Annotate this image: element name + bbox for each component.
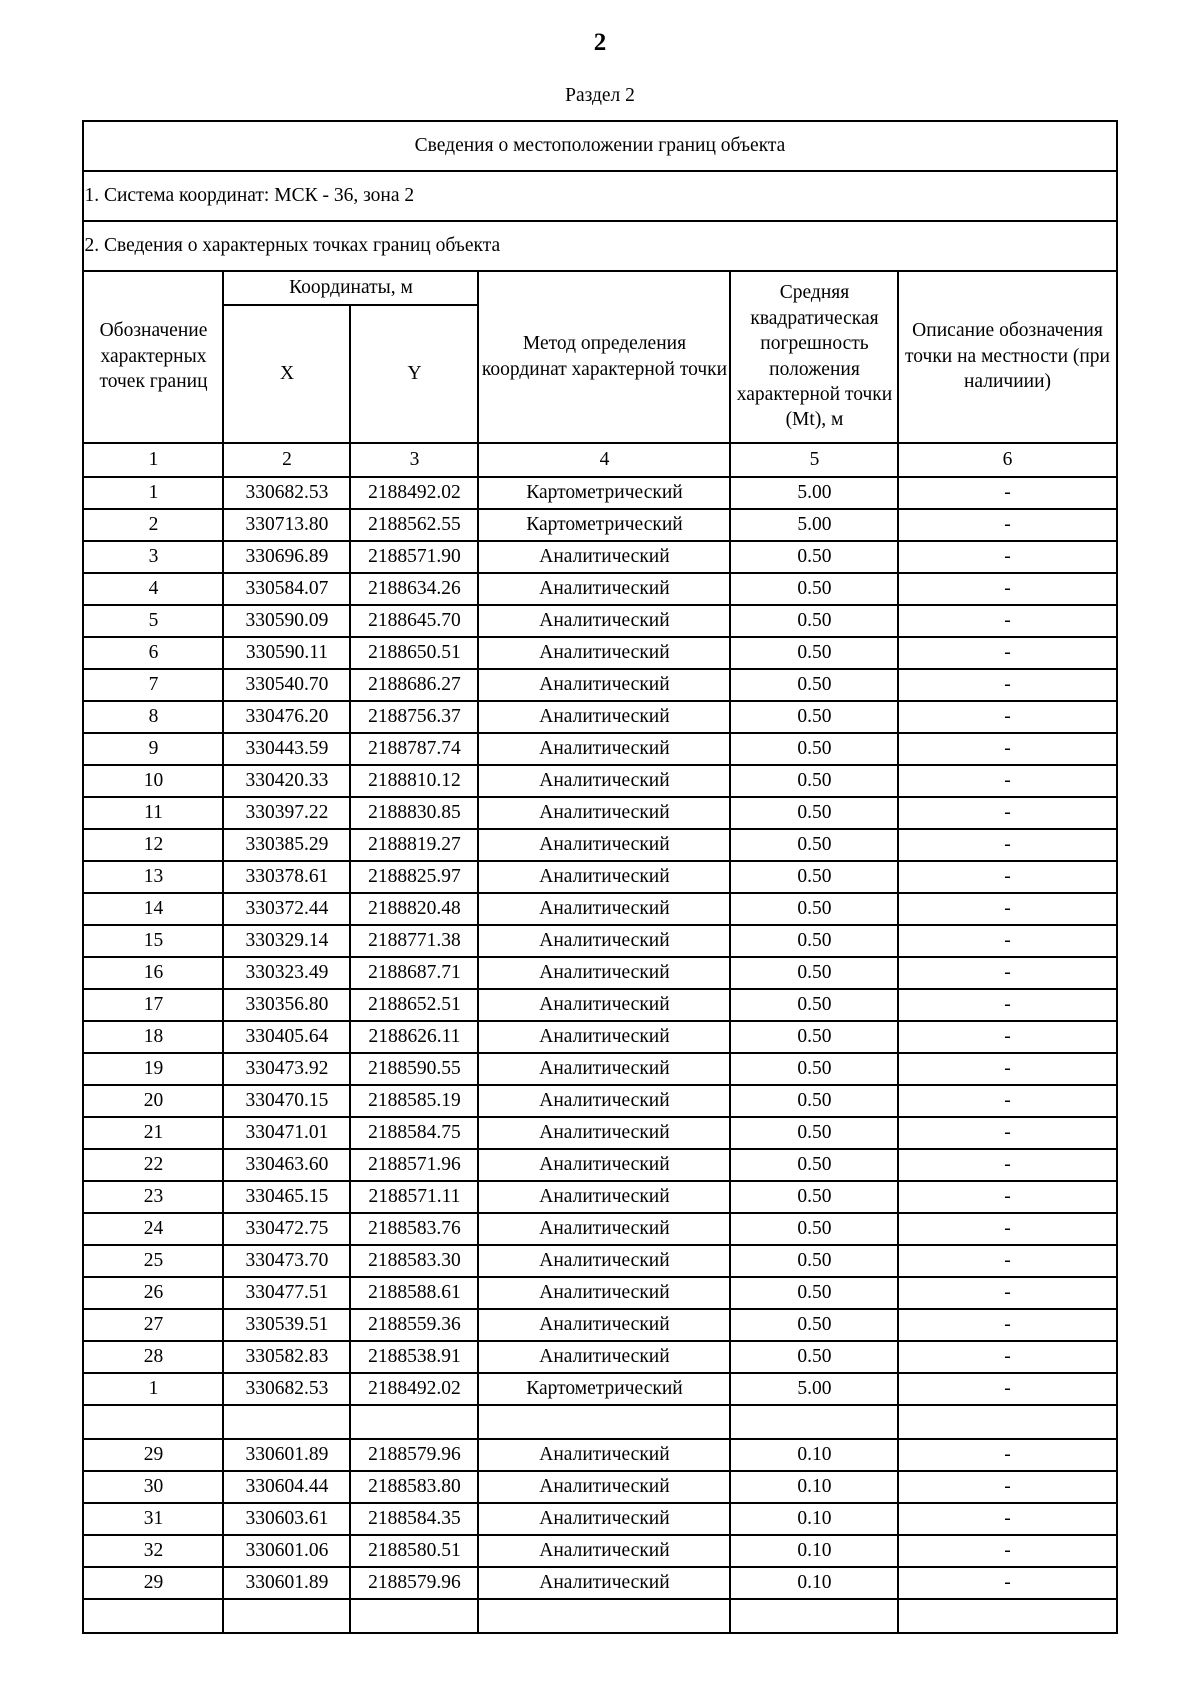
point-number: 6 (83, 637, 223, 669)
point-description: - (898, 989, 1116, 1021)
point-number: 3 (83, 541, 223, 573)
point-description: - (898, 669, 1116, 701)
mean-square-error: 0.50 (730, 829, 898, 861)
point-number: 11 (83, 797, 223, 829)
point-description: - (898, 1053, 1116, 1085)
determination-method: Аналитический (478, 1181, 730, 1213)
table-row (83, 1085, 1116, 1117)
table-row (83, 1309, 1116, 1341)
coordinate-x: 330539.51 (223, 1309, 350, 1341)
point-number: 30 (83, 1471, 223, 1503)
table-row (83, 1439, 1116, 1471)
determination-method: Аналитический (478, 573, 730, 605)
table-row (83, 893, 1116, 925)
coordinate-y: 2188571.11 (350, 1181, 478, 1213)
column-number-1: 1 (83, 443, 223, 477)
coordinate-y: 2188559.36 (350, 1309, 478, 1341)
determination-method: Аналитический (478, 733, 730, 765)
coordinate-y: 2188819.27 (350, 829, 478, 861)
determination-method: Аналитический (478, 1085, 730, 1117)
point-description: - (898, 477, 1116, 509)
coordinate-x: 330601.89 (223, 1567, 350, 1599)
coordinate-y: 2188562.55 (350, 509, 478, 541)
mean-square-error: 0.50 (730, 573, 898, 605)
mean-square-error: 0.10 (730, 1439, 898, 1471)
coordinate-x: 330590.09 (223, 605, 350, 637)
coordinate-y: 2188634.26 (350, 573, 478, 605)
determination-method: Аналитический (478, 1053, 730, 1085)
point-number: 14 (83, 893, 223, 925)
point-description: - (898, 1535, 1116, 1567)
table-row (83, 733, 1116, 765)
mean-square-error: 0.50 (730, 765, 898, 797)
coordinate-x: 330603.61 (223, 1503, 350, 1535)
mean-square-error: 0.50 (730, 1277, 898, 1309)
point-number: 4 (83, 573, 223, 605)
coordinate-y: 2188583.76 (350, 1213, 478, 1245)
mean-square-error: 0.50 (730, 1181, 898, 1213)
table-row (83, 765, 1116, 797)
point-description: - (898, 1181, 1116, 1213)
point-number: 8 (83, 701, 223, 733)
empty-cell (350, 1405, 478, 1439)
determination-method: Аналитический (478, 1503, 730, 1535)
mean-square-error: 0.50 (730, 989, 898, 1021)
point-number: 23 (83, 1181, 223, 1213)
points-info-text: 2. Сведения о характерных точках границ объекта (83, 221, 1116, 271)
table-row (83, 1277, 1116, 1309)
mean-square-error: 0.50 (730, 861, 898, 893)
determination-method: Аналитический (478, 989, 730, 1021)
column-number-3: 3 (350, 443, 478, 477)
point-description: - (898, 605, 1116, 637)
table-row (83, 1471, 1116, 1503)
points-info-row (83, 221, 1116, 271)
mean-square-error: 5.00 (730, 477, 898, 509)
coordinate-x: 330713.80 (223, 509, 350, 541)
header-y: Y (350, 305, 478, 443)
empty-cell (223, 1599, 350, 1633)
coordinate-x: 330323.49 (223, 957, 350, 989)
point-number: 24 (83, 1213, 223, 1245)
mean-square-error: 0.50 (730, 1245, 898, 1277)
header-coordinates-group: Координаты, м (223, 271, 478, 305)
determination-method: Аналитический (478, 669, 730, 701)
coordinate-x: 330473.92 (223, 1053, 350, 1085)
point-number: 13 (83, 861, 223, 893)
table-title: Сведения о местоположении границ объекта (83, 121, 1116, 171)
coordinate-y: 2188626.11 (350, 1021, 478, 1053)
point-number: 22 (83, 1149, 223, 1181)
point-number: 18 (83, 1021, 223, 1053)
determination-method: Аналитический (478, 829, 730, 861)
table-row (83, 797, 1116, 829)
mean-square-error: 0.10 (730, 1471, 898, 1503)
determination-method: Аналитический (478, 1535, 730, 1567)
point-description: - (898, 861, 1116, 893)
page-number: 2 (593, 29, 607, 56)
point-description: - (898, 829, 1116, 861)
point-description: - (898, 573, 1116, 605)
determination-method: Аналитический (478, 1021, 730, 1053)
mean-square-error: 0.50 (730, 1021, 898, 1053)
point-description: - (898, 1021, 1116, 1053)
coordinate-x: 330405.64 (223, 1021, 350, 1053)
mean-square-error: 0.50 (730, 1117, 898, 1149)
coordinate-x: 330682.53 (223, 1373, 350, 1405)
coordinate-x: 330385.29 (223, 829, 350, 861)
coordinate-x: 330378.61 (223, 861, 350, 893)
point-number: 25 (83, 1245, 223, 1277)
table-row (83, 477, 1116, 509)
mean-square-error: 0.50 (730, 1149, 898, 1181)
mean-square-error: 0.50 (730, 797, 898, 829)
determination-method: Аналитический (478, 605, 730, 637)
point-description: - (898, 1213, 1116, 1245)
determination-method: Картометрический (478, 509, 730, 541)
column-number-row (83, 443, 1116, 477)
coordinate-x: 330471.01 (223, 1117, 350, 1149)
determination-method: Аналитический (478, 861, 730, 893)
coordinate-x: 330582.83 (223, 1341, 350, 1373)
coordinate-y: 2188687.71 (350, 957, 478, 989)
point-number: 16 (83, 957, 223, 989)
table-row (83, 1117, 1116, 1149)
coordinate-x: 330696.89 (223, 541, 350, 573)
determination-method: Аналитический (478, 1213, 730, 1245)
mean-square-error: 5.00 (730, 509, 898, 541)
point-description: - (898, 1471, 1116, 1503)
point-description: - (898, 1373, 1116, 1405)
coordinate-x: 330420.33 (223, 765, 350, 797)
table-row (83, 701, 1116, 733)
table-row (83, 861, 1116, 893)
coordinate-y: 2188583.80 (350, 1471, 478, 1503)
coordinate-y: 2188580.51 (350, 1535, 478, 1567)
empty-cell (478, 1405, 730, 1439)
table-row (83, 1021, 1116, 1053)
coordinate-x: 330329.14 (223, 925, 350, 957)
coordinate-y: 2188810.12 (350, 765, 478, 797)
table-row (83, 669, 1116, 701)
empty-cell (898, 1405, 1116, 1439)
coordinate-y: 2188771.38 (350, 925, 478, 957)
coordinate-y: 2188820.48 (350, 893, 478, 925)
column-number-4: 4 (478, 443, 730, 477)
mean-square-error: 0.50 (730, 1213, 898, 1245)
coordinate-y: 2188579.96 (350, 1439, 478, 1471)
coordinate-y: 2188538.91 (350, 1341, 478, 1373)
coordinate-x: 330540.70 (223, 669, 350, 701)
table-row (83, 1213, 1116, 1245)
table-row (83, 637, 1116, 669)
empty-cell (83, 1599, 223, 1633)
coordinate-system-text: 1. Система координат: МСК - 36, зона 2 (83, 171, 1116, 221)
table-row (83, 957, 1116, 989)
header-mean-square-error: Средняя квадратическая погрешность положения характерной точки (Mt), м (730, 271, 898, 443)
coordinate-y: 2188585.19 (350, 1085, 478, 1117)
coordinate-x: 330477.51 (223, 1277, 350, 1309)
column-number-2: 2 (223, 443, 350, 477)
column-number-5: 5 (730, 443, 898, 477)
coordinate-x: 330682.53 (223, 477, 350, 509)
coordinate-x: 330397.22 (223, 797, 350, 829)
point-description: - (898, 957, 1116, 989)
coordinate-x: 330473.70 (223, 1245, 350, 1277)
table-row (83, 1149, 1116, 1181)
coordinate-y: 2188787.74 (350, 733, 478, 765)
coordinate-x: 330470.15 (223, 1085, 350, 1117)
table-row (83, 1503, 1116, 1535)
coordinate-x: 330604.44 (223, 1471, 350, 1503)
determination-method: Аналитический (478, 1439, 730, 1471)
coordinate-x: 330584.07 (223, 573, 350, 605)
coordinate-y: 2188652.51 (350, 989, 478, 1021)
determination-method: Аналитический (478, 1471, 730, 1503)
coordinate-y: 2188492.02 (350, 477, 478, 509)
mean-square-error: 0.50 (730, 1309, 898, 1341)
coordinate-y: 2188492.02 (350, 1373, 478, 1405)
mean-square-error: 0.50 (730, 957, 898, 989)
point-number: 1 (83, 1373, 223, 1405)
point-description: - (898, 733, 1116, 765)
determination-method: Аналитический (478, 1277, 730, 1309)
mean-square-error: 0.10 (730, 1567, 898, 1599)
mean-square-error: 0.50 (730, 893, 898, 925)
empty-cell (898, 1599, 1116, 1633)
coordinate-y: 2188756.37 (350, 701, 478, 733)
point-description: - (898, 1149, 1116, 1181)
point-number: 19 (83, 1053, 223, 1085)
point-description: - (898, 1117, 1116, 1149)
coordinate-x: 330372.44 (223, 893, 350, 925)
mean-square-error: 0.50 (730, 925, 898, 957)
determination-method: Картометрический (478, 477, 730, 509)
point-description: - (898, 637, 1116, 669)
point-description: - (898, 1085, 1116, 1117)
point-description: - (898, 765, 1116, 797)
point-number: 9 (83, 733, 223, 765)
header-point-label: Обозначение характерных точек границ (83, 271, 223, 443)
point-number: 21 (83, 1117, 223, 1149)
table-spacer-row (83, 1599, 1116, 1633)
point-description: - (898, 925, 1116, 957)
determination-method: Аналитический (478, 925, 730, 957)
coordinate-x: 330443.59 (223, 733, 350, 765)
determination-method: Аналитический (478, 893, 730, 925)
point-description: - (898, 1567, 1116, 1599)
coordinate-y: 2188579.96 (350, 1567, 478, 1599)
table-row (83, 1181, 1116, 1213)
point-description: - (898, 701, 1116, 733)
header-method: Метод определения координат характерной точки (478, 271, 730, 443)
coordinate-x: 330472.75 (223, 1213, 350, 1245)
table-row (83, 1535, 1116, 1567)
table-row (83, 509, 1116, 541)
point-description: - (898, 1503, 1116, 1535)
coordinate-y: 2188830.85 (350, 797, 478, 829)
point-description: - (898, 509, 1116, 541)
mean-square-error: 0.10 (730, 1503, 898, 1535)
table-row (83, 1341, 1116, 1373)
determination-method: Аналитический (478, 1149, 730, 1181)
coordinate-system-row (83, 171, 1116, 221)
point-number: 20 (83, 1085, 223, 1117)
point-description: - (898, 1277, 1116, 1309)
point-number: 29 (83, 1567, 223, 1599)
coordinate-y: 2188588.61 (350, 1277, 478, 1309)
coordinate-y: 2188590.55 (350, 1053, 478, 1085)
point-description: - (898, 1245, 1116, 1277)
coordinate-y: 2188686.27 (350, 669, 478, 701)
point-number: 10 (83, 765, 223, 797)
coordinate-x: 330476.20 (223, 701, 350, 733)
determination-method: Аналитический (478, 1117, 730, 1149)
point-description: - (898, 1309, 1116, 1341)
table-row (83, 829, 1116, 861)
table-row (83, 541, 1116, 573)
determination-method: Аналитический (478, 797, 730, 829)
point-number: 12 (83, 829, 223, 861)
mean-square-error: 0.50 (730, 637, 898, 669)
mean-square-error: 0.50 (730, 669, 898, 701)
table-title-row (83, 121, 1116, 171)
header-row-1 (83, 271, 1116, 305)
table-row (83, 573, 1116, 605)
point-number: 2 (83, 509, 223, 541)
coordinate-x: 330463.60 (223, 1149, 350, 1181)
determination-method: Аналитический (478, 541, 730, 573)
point-number: 29 (83, 1439, 223, 1471)
point-number: 17 (83, 989, 223, 1021)
point-number: 1 (83, 477, 223, 509)
table-spacer-row (83, 1405, 1116, 1439)
empty-cell (83, 1405, 223, 1439)
point-description: - (898, 893, 1116, 925)
point-description: - (898, 797, 1116, 829)
determination-method: Аналитический (478, 637, 730, 669)
section-caption: Раздел 2 (565, 85, 635, 106)
determination-method: Картометрический (478, 1373, 730, 1405)
determination-method: Аналитический (478, 765, 730, 797)
coordinate-x: 330465.15 (223, 1181, 350, 1213)
mean-square-error: 0.10 (730, 1535, 898, 1567)
coordinate-y: 2188825.97 (350, 861, 478, 893)
coordinate-x: 330590.11 (223, 637, 350, 669)
empty-cell (223, 1405, 350, 1439)
coordinate-x: 330601.06 (223, 1535, 350, 1567)
column-number-6: 6 (898, 443, 1116, 477)
mean-square-error: 0.50 (730, 733, 898, 765)
point-number: 15 (83, 925, 223, 957)
table-row (83, 605, 1116, 637)
determination-method: Аналитический (478, 701, 730, 733)
table-row (83, 1567, 1116, 1599)
point-description: - (898, 541, 1116, 573)
determination-method: Аналитический (478, 1567, 730, 1599)
mean-square-error: 0.50 (730, 541, 898, 573)
coordinate-y: 2188583.30 (350, 1245, 478, 1277)
mean-square-error: 0.50 (730, 701, 898, 733)
table-row (83, 1373, 1116, 1405)
determination-method: Аналитический (478, 957, 730, 989)
determination-method: Аналитический (478, 1309, 730, 1341)
boundary-points-table (82, 120, 1117, 1634)
mean-square-error: 0.50 (730, 1341, 898, 1373)
empty-cell (730, 1405, 898, 1439)
coordinate-y: 2188650.51 (350, 637, 478, 669)
coordinate-y: 2188571.90 (350, 541, 478, 573)
mean-square-error: 0.50 (730, 1085, 898, 1117)
table-row (83, 1053, 1116, 1085)
empty-cell (730, 1599, 898, 1633)
empty-cell (478, 1599, 730, 1633)
table-row (83, 989, 1116, 1021)
determination-method: Аналитический (478, 1245, 730, 1277)
header-description: Описание обозначения точки на местности (при наличиии) (898, 271, 1116, 443)
table-row (83, 925, 1116, 957)
point-number: 7 (83, 669, 223, 701)
coordinate-y: 2188584.35 (350, 1503, 478, 1535)
point-number: 28 (83, 1341, 223, 1373)
point-description: - (898, 1341, 1116, 1373)
mean-square-error: 0.50 (730, 605, 898, 637)
point-number: 26 (83, 1277, 223, 1309)
point-number: 32 (83, 1535, 223, 1567)
mean-square-error: 5.00 (730, 1373, 898, 1405)
determination-method: Аналитический (478, 1341, 730, 1373)
point-number: 5 (83, 605, 223, 637)
point-number: 31 (83, 1503, 223, 1535)
coordinate-y: 2188584.75 (350, 1117, 478, 1149)
empty-cell (350, 1599, 478, 1633)
point-number: 27 (83, 1309, 223, 1341)
table-row (83, 1245, 1116, 1277)
mean-square-error: 0.50 (730, 1053, 898, 1085)
header-x: X (223, 305, 350, 443)
coordinate-x: 330601.89 (223, 1439, 350, 1471)
coordinate-y: 2188645.70 (350, 605, 478, 637)
coordinate-y: 2188571.96 (350, 1149, 478, 1181)
coordinate-x: 330356.80 (223, 989, 350, 1021)
point-description: - (898, 1439, 1116, 1471)
